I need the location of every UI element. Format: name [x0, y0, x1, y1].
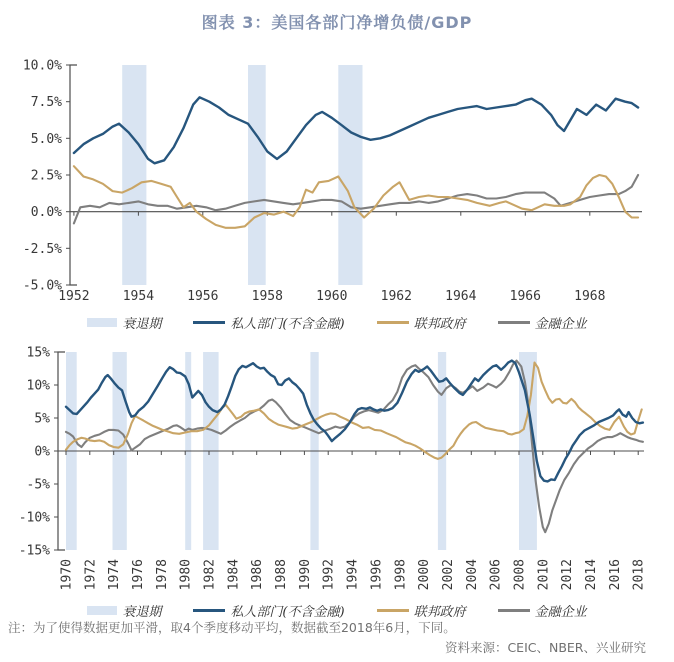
x-tick-label: 1966 — [509, 289, 541, 304]
x-tick-label: 1992 — [321, 559, 337, 591]
x-tick-label: 1964 — [445, 289, 477, 304]
x-tick-label: 1988 — [274, 559, 290, 591]
x-tick-label: 1956 — [187, 289, 219, 304]
x-tick-label: 2014 — [584, 559, 599, 591]
line-financial — [66, 361, 643, 533]
data-source: 资料来源：CEIC、NBER、兴业研究 — [444, 640, 646, 655]
x-tick-label: 1990 — [297, 559, 313, 591]
x-tick-label: 1982 — [202, 559, 218, 591]
x-tick-label: 2004 — [464, 559, 480, 591]
y-tick-label: -5.0% — [22, 278, 62, 294]
x-tick-label: 2010 — [536, 559, 552, 591]
federal-government-line-swatch — [377, 321, 409, 324]
recession-band — [122, 65, 146, 285]
y-tick-label: 0% — [34, 444, 50, 460]
legend-item-private-sector — [193, 313, 344, 332]
x-tick-label: 1994 — [345, 559, 361, 591]
x-tick-label: 2008 — [512, 559, 528, 591]
private-sector-line-swatch — [193, 321, 225, 324]
legend-item-federal-government — [377, 313, 466, 332]
y-axis — [70, 65, 77, 285]
x-tick-label: 1976 — [131, 559, 146, 591]
financial-corps-line-swatch — [498, 321, 530, 324]
y-tick-label: -2.5% — [22, 241, 62, 257]
x-tick-label: 1952 — [58, 289, 90, 304]
chart-title: 图表 3：美国各部门净增负债/GDP — [201, 13, 473, 32]
legend-label-financial-corps: 金融企业 — [534, 604, 587, 620]
recession-band — [338, 65, 362, 285]
legend-item-federal-government — [377, 601, 466, 620]
x-tick-label: 1972 — [83, 559, 99, 591]
y-tick-label: -10% — [18, 510, 50, 526]
x-tick-label: 1974 — [107, 559, 123, 591]
x-tick-label: 1968 — [574, 289, 606, 304]
x-tick-label: 1986 — [250, 559, 266, 591]
y-tick-label: 10.0% — [22, 58, 62, 74]
legend-label-federal-government: 联邦政府 — [413, 604, 466, 620]
line-federal — [66, 363, 642, 459]
y-tick-label: 15% — [26, 345, 50, 361]
financial-corps-line-swatch — [498, 609, 530, 612]
x-tick-label: 1970 — [59, 559, 75, 591]
legend-label-private-sector: 私人部门(不含金融) — [230, 604, 345, 620]
y-tick-label: 0.0% — [30, 205, 62, 221]
x-tick-label: 1998 — [393, 559, 409, 591]
chart-bottom-1970-2018 — [0, 338, 674, 602]
y-tick-label: 2.5% — [30, 168, 62, 184]
y-tick-label: 5% — [34, 411, 50, 427]
legend-item-financial-corps — [498, 601, 587, 620]
x-tick-label: 1958 — [251, 289, 283, 304]
recession-band-swatch — [87, 606, 117, 615]
legend-top — [0, 313, 674, 331]
footnote: 注：为了使得数据更加平滑，取4个季度移动平均，数据截至2018年6月，下同。 — [8, 620, 456, 635]
y-tick-label: -5% — [26, 477, 50, 493]
legend-label-financial-corps: 金融企业 — [534, 316, 587, 332]
legend-item-recession — [87, 313, 161, 332]
x-tick-label: 2012 — [560, 559, 576, 591]
recession-band — [248, 65, 266, 285]
private-sector-line-swatch — [193, 609, 225, 612]
y-tick-label: 7.5% — [30, 95, 62, 111]
recession-band-swatch — [87, 318, 117, 327]
x-tick-label: 2000 — [417, 559, 433, 591]
legend-item-financial-corps — [498, 313, 587, 332]
y-tick-label: 5.0% — [30, 131, 62, 147]
y-tick-label: 10% — [26, 378, 50, 394]
x-tick-label: 1980 — [178, 559, 194, 591]
x-tick-label: 1996 — [369, 559, 385, 591]
x-tick-label: 2016 — [607, 559, 623, 591]
x-tick-label: 1962 — [380, 289, 412, 304]
x-tick-label: 2018 — [631, 559, 647, 591]
x-tick-label: 2002 — [440, 559, 456, 591]
legend-label-private-sector: 私人部门(不含金融) — [230, 316, 345, 332]
legend-bottom — [0, 601, 674, 619]
x-tick-label: 1960 — [316, 289, 348, 304]
legend-label-recession: 衰退期 — [122, 316, 162, 332]
legend-label-federal-government: 联邦政府 — [413, 316, 466, 332]
x-tick-label: 1954 — [122, 289, 155, 304]
federal-government-line-swatch — [377, 609, 409, 612]
x-tick-label: 2006 — [488, 559, 504, 591]
y-tick-label: -15% — [18, 543, 50, 559]
chart-top-1952-1969 — [0, 50, 674, 312]
line-private — [66, 361, 643, 482]
legend-label-recession: 衰退期 — [122, 604, 162, 620]
x-tick-label: 1978 — [154, 559, 170, 591]
legend-item-private-sector — [193, 601, 344, 620]
legend-item-recession — [87, 601, 161, 620]
x-tick-label: 1984 — [226, 559, 242, 591]
